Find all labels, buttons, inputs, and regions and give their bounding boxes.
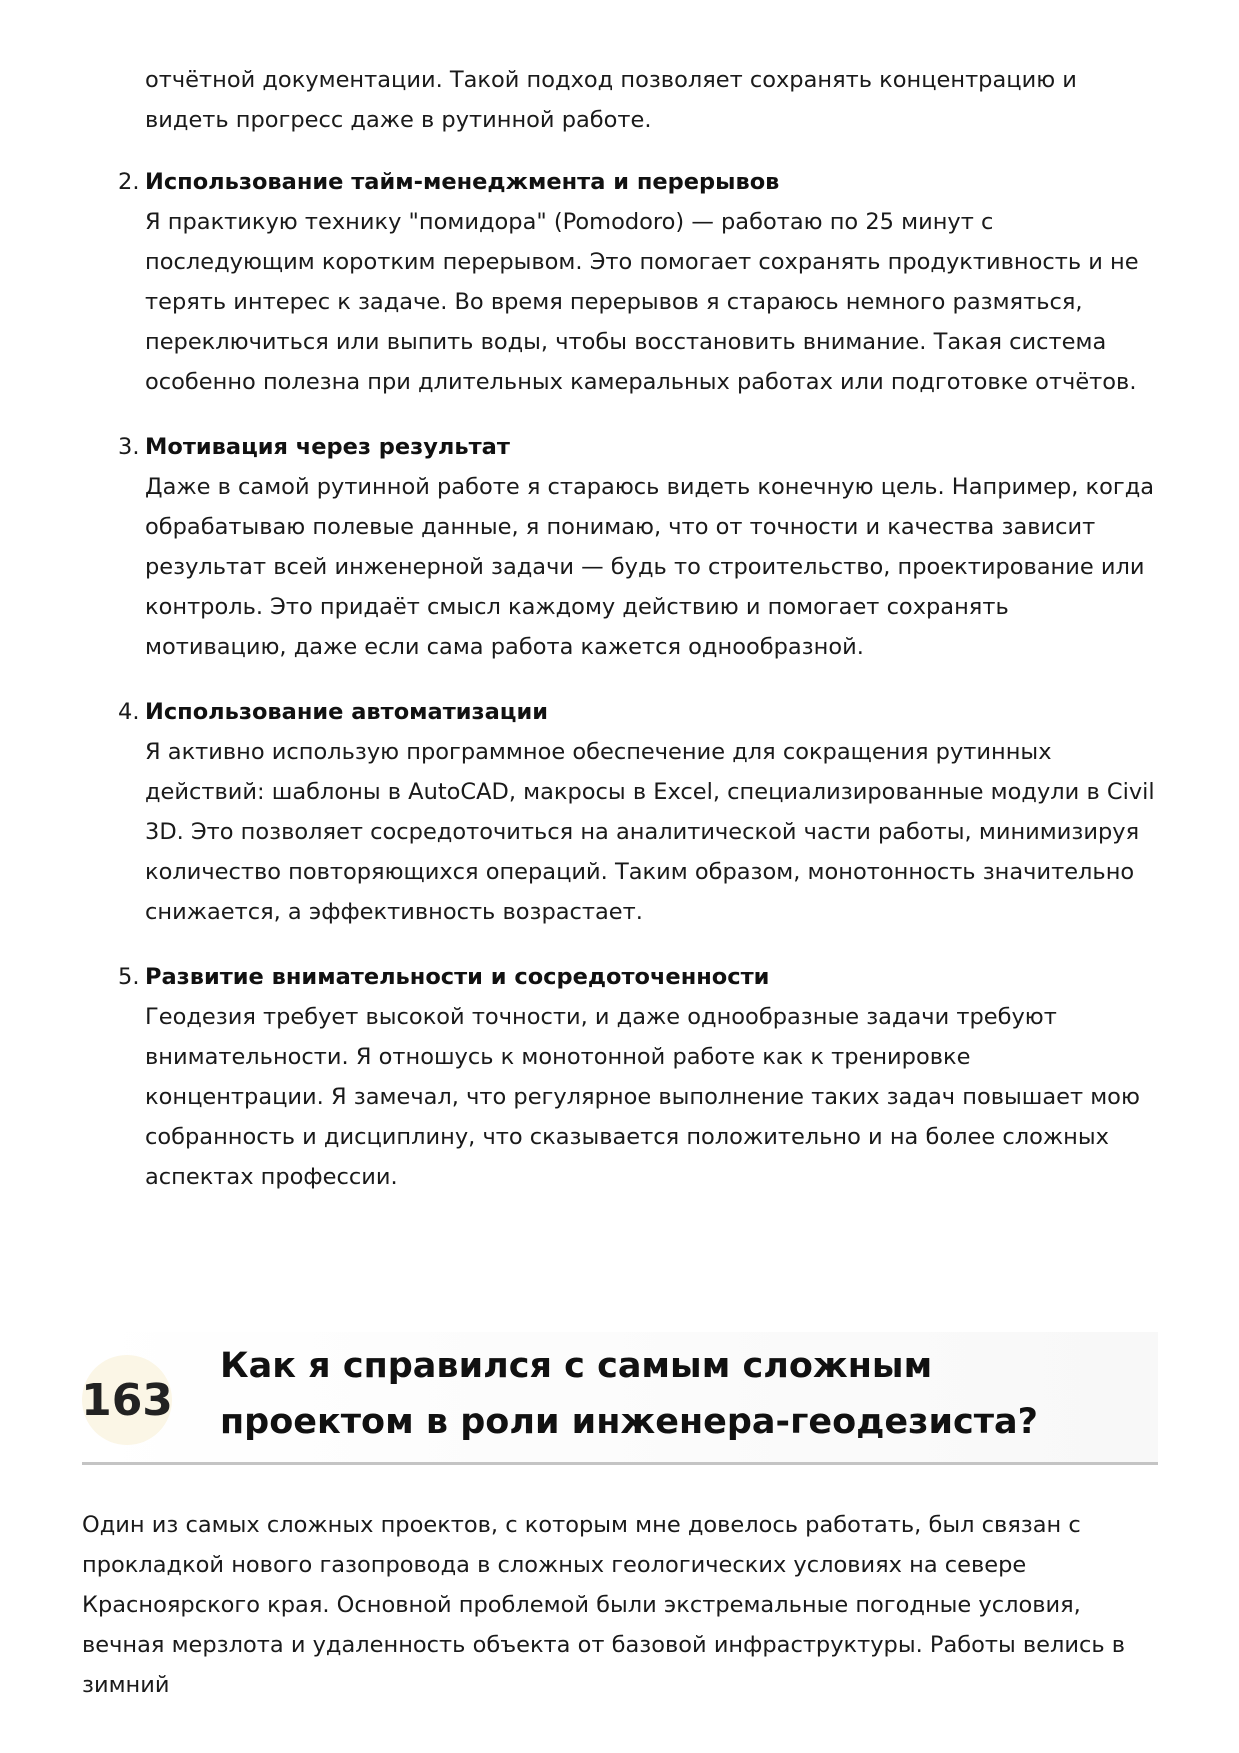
list-item-number: 2.: [118, 169, 140, 195]
tips-list: [0, 162, 1239, 1222]
section-intro-paragraph: Один из самых сложных проектов, с которым мне довелось работать, был связан с прокладкой нового газопровода в сложных геологических условиях на севере Красноярского края. Основной проблемой были экстремальные погодные условия, вечная мерзлота и удаленность объекта от базовой инфраструктуры. Работы велись в зимний: [82, 1512, 1126, 1698]
list-item-title: Развитие внимательности и сосредоточенности: [145, 964, 770, 990]
list-item: [0, 957, 1239, 1197]
list-item-number: 5.: [118, 964, 140, 990]
list-item: [0, 162, 1239, 402]
list-item-body: Геодезия требует высокой точности, и даже однообразные задачи требуют внимательности. Я отношусь к монотонной работе как к тренировке концентрации. Я замечал, что регулярное выполнение таких задач повышает мою собранность и дисциплину, что сказывается положительно и на более сложных аспектах профессии.: [145, 1004, 1140, 1190]
list-item-body: Я активно использую программное обеспечение для сокращения рутинных действий: шаблоны в AutoCAD, макросы в Excel, специализированные модули в Civil 3D. Это позволяет сосредоточиться на аналитической части работы, минимизируя количество повторяющихся операций. Таким образом, монотонность значительно снижается, а эффективность возрастает.: [145, 739, 1155, 925]
list-item-number: 4.: [118, 699, 140, 725]
list-item: [0, 427, 1239, 667]
section-number-badge: 163: [82, 1355, 172, 1445]
list-item-number: 3.: [118, 434, 140, 460]
list-item-body: Даже в самой рутинной работе я стараюсь видеть конечную цель. Например, когда обрабатываю полевые данные, я понимаю, что от точности и качества зависит результат всей инженерной задачи — будь то строительство, проектирование или контроль. Это придаёт смысл каждому действию и помогает сохранять мотивацию, даже если сама работа кажется однообразной.: [145, 474, 1155, 660]
list-item: [0, 692, 1239, 932]
continuation-paragraph: отчётной документации. Такой подход позволяет сохранять концентрацию и видеть прогресс даже в рутинной работе.: [145, 67, 1077, 133]
list-item-title: Использование автоматизации: [145, 699, 549, 725]
list-item-title: Мотивация через результат: [145, 434, 510, 460]
section-title: Как я справился с самым сложным проектом в роли инженера-геодезиста?: [220, 1346, 1038, 1442]
section-header: [82, 1332, 1158, 1465]
list-item-body: Я практикую технику "помидора" (Pomodoro) — работаю по 25 минут с последующим коротким перерывом. Это помогает сохранять продуктивность и не терять интерес к задаче. Во время перерывов я стараюсь немного размяться, переключиться или выпить воды, чтобы восстановить внимание. Такая система особенно полезна при длительных камеральных работах или подготовке отчётов.: [145, 209, 1139, 395]
list-item-title: Использование тайм-менеджмента и перерывов: [145, 169, 780, 195]
